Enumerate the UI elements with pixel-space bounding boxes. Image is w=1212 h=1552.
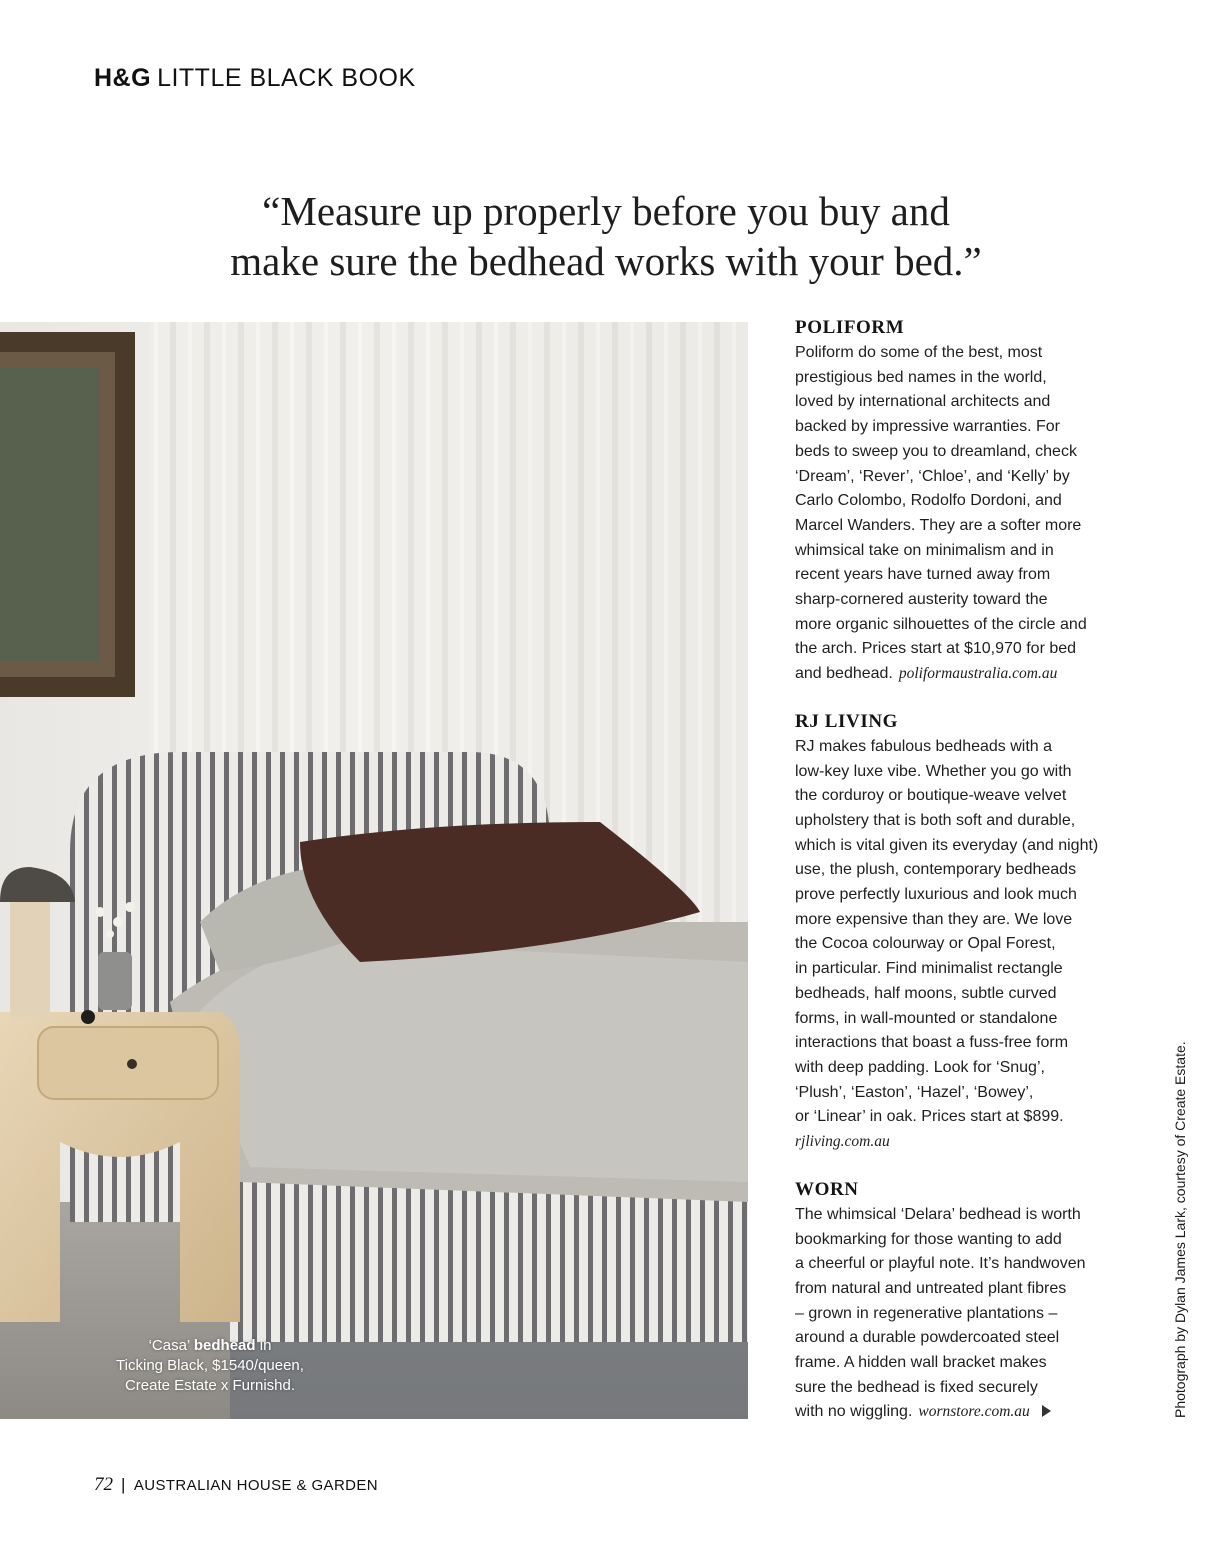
caption-line-1 [70, 1336, 350, 1356]
section-body [795, 341, 1125, 687]
website-link[interactable]: rjliving.com.au [795, 1133, 890, 1151]
body-line: ‘Plush’, ‘Easton’, ‘Hazel’, ‘Bowey’, [795, 1083, 1034, 1101]
body-line: in particular. Find minimalist rectangle [795, 960, 1063, 978]
body-line: or ‘Linear’ in oak. Prices start at $899. [795, 1108, 1064, 1126]
section-poliform [795, 316, 1125, 687]
body-line: backed by impressive warranties. For [795, 418, 1060, 436]
section-title: WORN [795, 1178, 859, 1200]
body-line: more organic silhouettes of the circle and [795, 615, 1087, 633]
pull-quote-line: “Measure up properly before you buy and [262, 188, 950, 234]
body-line: bookmarking for those wanting to add [795, 1230, 1062, 1248]
caption-text: ‘Casa’ [148, 1337, 194, 1354]
page-number: 72 [94, 1474, 113, 1495]
section-worn [795, 1178, 1125, 1425]
bedroom-illustration [0, 322, 748, 1419]
section-title: POLIFORM [795, 317, 905, 338]
body-line: forms, in wall-mounted or standalone [795, 1009, 1058, 1027]
body-line: recent years have turned away from [795, 566, 1051, 584]
website-link[interactable]: wornstore.com.au [918, 1403, 1030, 1421]
body-line: interactions that boast a fuss-free form [795, 1034, 1069, 1052]
body-line: The whimsical ‘Delara’ bedhead is worth [795, 1205, 1081, 1223]
section-title: RJ LIVING [795, 710, 899, 732]
bedroom-photo [0, 322, 748, 1419]
text-column [795, 316, 1125, 1448]
body-line: upholstery that is both soft and durable, [795, 811, 1076, 829]
body-line: the Cocoa colourway or Opal Forest, [795, 935, 1056, 953]
magazine-brand: H&G [94, 64, 152, 92]
body-line: the arch. Prices start at $10,970 for bed [795, 640, 1077, 658]
body-line: from natural and untreated plant fibres [795, 1279, 1067, 1297]
footer-separator: | [121, 1475, 126, 1494]
website-link[interactable]: poliformaustralia.com.au [898, 665, 1058, 683]
caption-line-2: Ticking Black, $1540/queen, [116, 1357, 304, 1374]
body-line: Marcel Wanders. They are a softer more [795, 516, 1082, 534]
continue-arrow-icon [1042, 1405, 1051, 1417]
body-line: loved by international architects and [795, 393, 1051, 411]
caption-line-3: Create Estate x Furnishd. [124, 1377, 296, 1394]
body-line: prove perfectly luxurious and look much [795, 886, 1077, 904]
body-line: ‘Dream’, ‘Rever’, ‘Chloe’, and ‘Kelly’ by [795, 467, 1070, 485]
body-line: beds to sweep you to dreamland, check [795, 442, 1077, 460]
body-line: RJ makes fabulous bedheads with a [795, 737, 1053, 755]
body-line: bedheads, half moons, subtle curved [795, 984, 1057, 1002]
publication-name: AUSTRALIAN HOUSE & GARDEN [133, 1477, 379, 1494]
body-line: with deep padding. Look for ‘Snug’, [795, 1058, 1045, 1076]
pull-quote [100, 186, 1112, 286]
page-footer [94, 1474, 378, 1496]
photo-caption [70, 1336, 350, 1396]
body-line: a cheerful or playful note. It’s handwoven [795, 1255, 1086, 1273]
body-line-last [795, 1400, 1125, 1425]
body-line-text: with no wiggling. [795, 1403, 913, 1421]
section-body [795, 1203, 1125, 1425]
caption-product: bedhead [193, 1337, 256, 1354]
pull-quote-line: make sure the bedhead works with your bed.” [230, 238, 982, 284]
body-line-text: and bedhead. [795, 665, 893, 683]
body-line: frame. A hidden wall bracket makes [795, 1354, 1047, 1372]
body-line-last [795, 662, 1125, 687]
body-line: more expensive than they are. We love [795, 910, 1073, 928]
section-rj-living [795, 710, 1125, 1155]
body-line: low-key luxe vibe. Whether you go with [795, 762, 1072, 780]
body-line: Carlo Colombo, Rodolfo Dordoni, and [795, 492, 1062, 510]
body-line: the corduroy or boutique-weave velvet [795, 787, 1067, 805]
body-line: – grown in regenerative plantations – [795, 1304, 1058, 1322]
body-line: around a durable powdercoated steel [795, 1329, 1060, 1347]
body-line: which is vital given its everyday (and night) [795, 836, 1099, 854]
body-line: Poliform do some of the best, most [795, 344, 1043, 361]
section-body [795, 735, 1125, 1155]
caption-text: in [255, 1337, 272, 1354]
body-line: use, the plush, contemporary bedheads [795, 861, 1077, 879]
running-header [94, 64, 416, 93]
body-line: sure the bedhead is fixed securely [795, 1378, 1038, 1396]
section-name: LITTLE BLACK BOOK [157, 64, 416, 92]
photo-credit: Photograph by Dylan James Lark, courtesy of Create Estate. [1172, 1041, 1188, 1418]
body-line: prestigious bed names in the world, [795, 368, 1047, 386]
body-line: whimsical take on minimalism and in [795, 541, 1054, 559]
body-line: sharp-cornered austerity toward the [795, 591, 1048, 609]
